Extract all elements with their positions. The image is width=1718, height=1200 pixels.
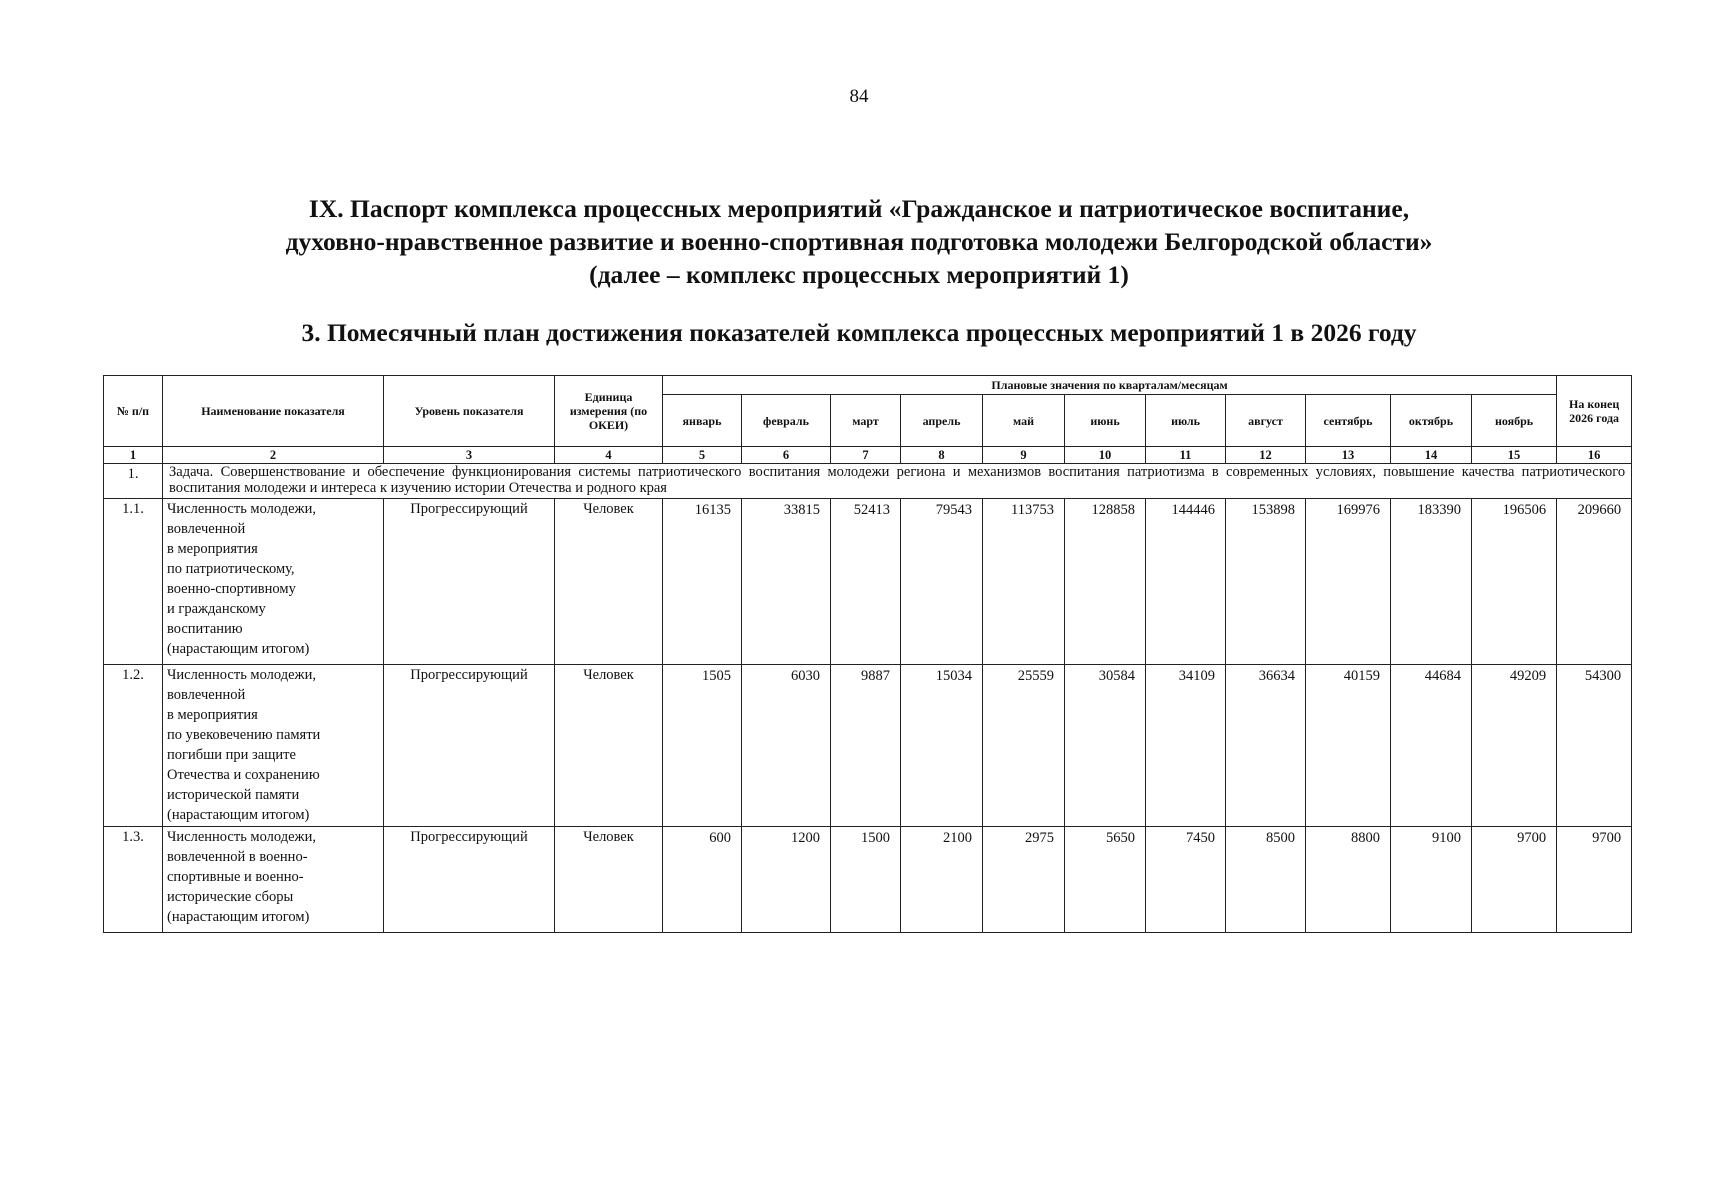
value-end-of-year: 9700 xyxy=(1557,827,1632,933)
column-number: 11 xyxy=(1146,447,1226,464)
value-oct: 9100 xyxy=(1391,827,1472,933)
indicator-name-line: (нарастающим итогом) xyxy=(167,641,310,657)
value-end-of-year: 209660 xyxy=(1557,499,1632,665)
table-row xyxy=(104,827,1632,933)
header-end-of-year: На конец 2026 года xyxy=(1557,376,1632,447)
column-number: 9 xyxy=(983,447,1065,464)
value-feb: 33815 xyxy=(742,499,831,665)
column-number: 2 xyxy=(163,447,384,464)
header-month-jun: июнь xyxy=(1065,395,1146,447)
value-mar: 9887 xyxy=(831,665,901,827)
indicator-name-line: исторической памяти xyxy=(167,787,300,803)
indicator-unit: Человек xyxy=(555,665,663,827)
header-month-mar: март xyxy=(831,395,901,447)
indicator-name-line: вовлеченной xyxy=(167,687,246,703)
column-number: 5 xyxy=(663,447,742,464)
indicator-name-line: Численность молодежи, xyxy=(167,501,316,517)
task-row xyxy=(104,464,1632,499)
value-aug: 153898 xyxy=(1226,499,1306,665)
column-number: 12 xyxy=(1226,447,1306,464)
value-jul: 144446 xyxy=(1146,499,1226,665)
indicator-name-line: и гражданскому xyxy=(167,601,266,617)
indicator-level: Прогрессирующий xyxy=(384,499,555,665)
indicator-name-line: Численность молодежи, xyxy=(167,829,316,845)
value-oct: 183390 xyxy=(1391,499,1472,665)
column-number: 6 xyxy=(742,447,831,464)
value-end-of-year: 54300 xyxy=(1557,665,1632,827)
header-month-aug: август xyxy=(1226,395,1306,447)
value-sep: 40159 xyxy=(1306,665,1391,827)
value-nov: 49209 xyxy=(1472,665,1557,827)
value-mar: 52413 xyxy=(831,499,901,665)
indicator-name-line: вовлеченной в военно- xyxy=(167,849,308,865)
section-title xyxy=(0,192,1718,291)
indicator-name-line: по увековечению памяти xyxy=(167,727,321,743)
value-may: 113753 xyxy=(983,499,1065,665)
indicator-name xyxy=(163,665,384,827)
header-name: Наименование показателя xyxy=(163,376,384,447)
indicator-name-line: в мероприятия xyxy=(167,541,258,557)
value-apr: 2100 xyxy=(901,827,983,933)
header-month-sep: сентябрь xyxy=(1306,395,1391,447)
header-month-jan: январь xyxy=(663,395,742,447)
indicator-name xyxy=(163,827,384,933)
indicator-name-line: вовлеченной xyxy=(167,521,246,537)
value-feb: 6030 xyxy=(742,665,831,827)
row-num: 1.1. xyxy=(104,499,163,665)
value-oct: 44684 xyxy=(1391,665,1472,827)
value-jun: 5650 xyxy=(1065,827,1146,933)
header-month-may: май xyxy=(983,395,1065,447)
indicator-unit: Человек xyxy=(555,827,663,933)
indicator-name xyxy=(163,499,384,665)
task-num: 1. xyxy=(104,464,163,499)
value-jul: 34109 xyxy=(1146,665,1226,827)
indicator-level: Прогрессирующий xyxy=(384,665,555,827)
table-row xyxy=(104,499,1632,665)
header-planned-values: Плановые значения по кварталам/месяцам xyxy=(663,376,1557,395)
indicator-name-line: в мероприятия xyxy=(167,707,258,723)
indicator-name-line: Отечества и сохранению xyxy=(167,767,320,783)
value-jul: 7450 xyxy=(1146,827,1226,933)
column-number: 13 xyxy=(1306,447,1391,464)
row-num: 1.3. xyxy=(104,827,163,933)
column-number: 1 xyxy=(104,447,163,464)
header-num: № п/п xyxy=(104,376,163,447)
value-jan: 1505 xyxy=(663,665,742,827)
header-month-nov: ноябрь xyxy=(1472,395,1557,447)
value-apr: 79543 xyxy=(901,499,983,665)
task-text: Задача. Совершенствование и обеспечение функционирования системы патриотического воспитания молодежи региона и механизмов воспитания патриотизма в современных условиях, повышение качества патриотического воспитания молодежи и интереса к изучению истории Отечества и родного края xyxy=(163,464,1632,499)
column-number-row xyxy=(104,447,1632,464)
indicator-name-line: Численность молодежи, xyxy=(167,667,316,683)
value-feb: 1200 xyxy=(742,827,831,933)
column-number: 16 xyxy=(1557,447,1632,464)
value-jan: 600 xyxy=(663,827,742,933)
value-jan: 16135 xyxy=(663,499,742,665)
column-number: 14 xyxy=(1391,447,1472,464)
column-number: 3 xyxy=(384,447,555,464)
indicator-unit: Человек xyxy=(555,499,663,665)
indicator-level: Прогрессирующий xyxy=(384,827,555,933)
indicator-name-line: (нарастающим итогом) xyxy=(167,807,310,823)
column-number: 4 xyxy=(555,447,663,464)
indicator-name-line: исторические сборы xyxy=(167,889,294,905)
column-number: 8 xyxy=(901,447,983,464)
column-number: 7 xyxy=(831,447,901,464)
indicator-name-line: по патриотическому, xyxy=(167,561,295,577)
indicator-name-line: погибши при защите xyxy=(167,747,296,763)
value-sep: 8800 xyxy=(1306,827,1391,933)
page-number: 84 xyxy=(849,86,869,107)
section-title-line-3: (далее – комплекс процессных мероприятий 1) xyxy=(589,260,1129,289)
value-may: 25559 xyxy=(983,665,1065,827)
value-mar: 1500 xyxy=(831,827,901,933)
value-may: 2975 xyxy=(983,827,1065,933)
row-num: 1.2. xyxy=(104,665,163,827)
column-number: 10 xyxy=(1065,447,1146,464)
value-apr: 15034 xyxy=(901,665,983,827)
section-title-line-1: IX. Паспорт комплекса процессных мероприятий «Гражданское и патриотическое воспитание, xyxy=(308,194,1410,223)
header-unit: Единица измерения (по ОКЕИ) xyxy=(555,376,663,447)
value-jun: 128858 xyxy=(1065,499,1146,665)
indicator-name-line: спортивные и военно- xyxy=(167,869,304,885)
indicator-name-line: воспитанию xyxy=(167,621,243,637)
table-title: 3. Помесячный план достижения показателей комплекса процессных мероприятий 1 в 2026 году xyxy=(301,318,1417,347)
header-month-oct: октябрь xyxy=(1391,395,1472,447)
indicator-name-line: (нарастающим итогом) xyxy=(167,909,310,925)
value-sep: 169976 xyxy=(1306,499,1391,665)
monthly-plan-table xyxy=(103,375,1632,933)
header-month-feb: февраль xyxy=(742,395,831,447)
section-title-line-2: духовно-нравственное развитие и военно-спортивная подготовка молодежи Белгородской области» xyxy=(285,227,1433,256)
value-nov: 196506 xyxy=(1472,499,1557,665)
header-month-jul: июль xyxy=(1146,395,1226,447)
indicator-name-line: военно-спортивному xyxy=(167,581,296,597)
value-nov: 9700 xyxy=(1472,827,1557,933)
header-level: Уровень показателя xyxy=(384,376,555,447)
value-jun: 30584 xyxy=(1065,665,1146,827)
value-aug: 8500 xyxy=(1226,827,1306,933)
header-month-apr: апрель xyxy=(901,395,983,447)
column-number: 15 xyxy=(1472,447,1557,464)
table-row xyxy=(104,665,1632,827)
value-aug: 36634 xyxy=(1226,665,1306,827)
